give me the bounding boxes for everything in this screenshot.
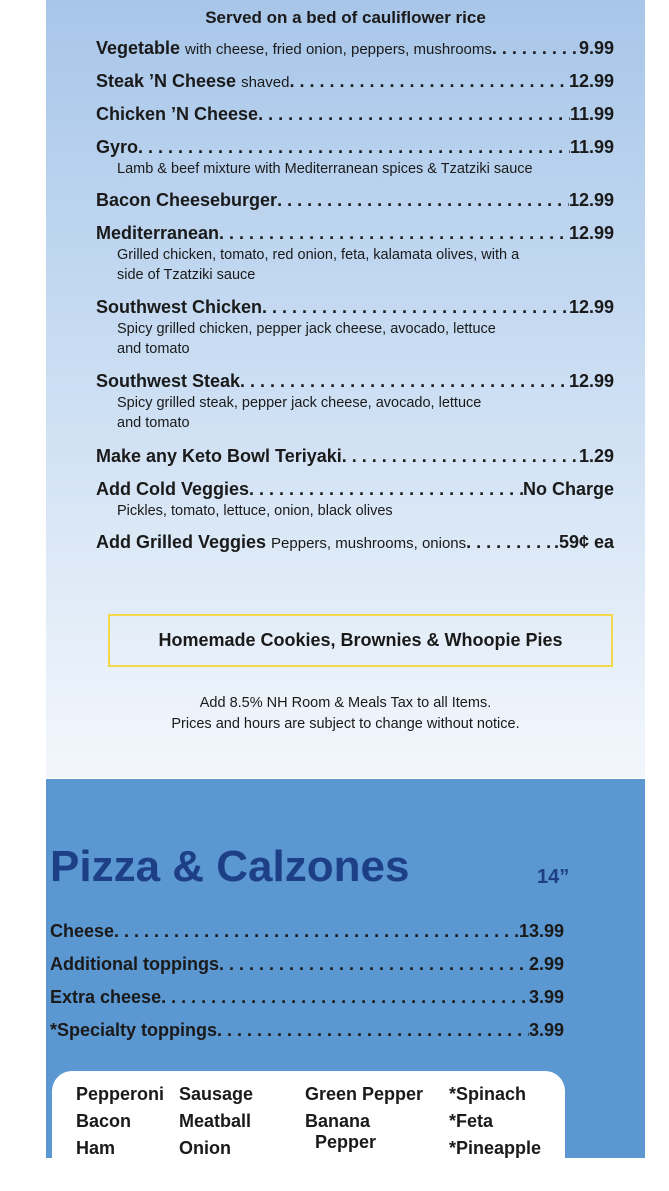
item-description: Grilled chicken, tomato, red onion, feta, kalamata olives, with a side of Tzatziki sauce [117,247,520,283]
menu-item [96,223,614,285]
item-description: Pickles, tomato, lettuce, onion, black olives [117,503,393,519]
topping-item: Bacon [76,1111,132,1131]
item-name: Bacon Cheeseburger [96,190,278,210]
menu-item [96,297,614,359]
item-price: 12.99 [568,223,614,243]
topping-item: Meatball [179,1111,252,1131]
toppings-column-2 [179,1083,253,1159]
item-price: 13.99 [518,921,564,941]
keto-subtitle: Served on a bed of cauliflower rice [205,8,486,27]
dot-leader [249,479,523,500]
item-name: Steak ’N Cheese [96,71,237,91]
toppings-column-4 [449,1083,541,1159]
keto-bowls-panel [46,0,645,778]
menu-item [96,71,614,92]
topping-item: Pepper [315,1132,377,1152]
dot-leader [161,987,529,1008]
pizza-size-label: 14” [537,866,570,888]
toppings-column-1 [76,1083,164,1159]
item-price: 11.99 [569,104,614,124]
dot-leader [342,446,579,467]
item-price: .59¢ ea [553,532,614,552]
item-description: Lamb & beef mixture with Mediterranean spices & Tzatziki sauce [117,161,533,177]
dot-leader [138,137,570,158]
tax-note: Add 8.5% NH Room & Meals Tax to all Items. [199,695,492,711]
item-name: Make any Keto Bowl Teriyaki [96,446,342,466]
item-price: 12.99 [568,190,614,210]
desserts-box: Homemade Cookies, Brownies & Whoopie Pies [108,614,613,667]
item-name: Cheese [50,921,115,941]
pizza-price-row [50,987,564,1008]
item-inline-desc: shaved [241,74,290,91]
pizza-price-row [50,921,564,942]
topping-item: Pepperoni [76,1084,165,1104]
item-price: 9.99 [578,38,614,58]
toppings-column-3 [305,1083,423,1152]
item-name: Add Cold Veggies [96,479,250,499]
item-name: Additional toppings [50,954,219,974]
dot-leader [466,532,554,553]
menu-item [96,190,614,211]
dot-leader [114,921,519,942]
item-name: Mediterranean [96,223,220,243]
item-price: 12.99 [568,297,614,317]
menu-item [96,104,614,125]
item-name: Southwest Chicken [96,297,263,317]
item-inline-desc: with cheese, fried onion, peppers, mushrooms [185,41,492,58]
dot-leader [258,104,570,125]
topping-item: *Feta [449,1111,494,1131]
item-name: Add Grilled Veggies [96,532,267,552]
item-price: 12.99 [568,371,614,391]
pizza-section-title: Pizza & Calzones [50,842,410,891]
topping-item: *Spinach [449,1084,527,1104]
dot-leader [217,1020,529,1041]
dot-leader [262,297,569,318]
price-change-note: Prices and hours are subject to change without notice. [171,716,520,732]
toppings-card [52,1071,565,1191]
topping-item: Green Pepper [305,1084,424,1104]
menu-item [96,446,614,467]
menu-item [96,371,614,433]
item-name: Vegetable [96,38,181,58]
topping-item: *Pineapple [449,1138,542,1158]
item-inline-desc: Peppers, mushrooms, onions [271,535,467,552]
menu-item [96,137,614,179]
item-name: Gyro [96,137,139,157]
item-name: Southwest Steak [96,371,241,391]
dot-leader [277,190,569,211]
topping-item: Banana [305,1111,371,1131]
pizza-price-row [50,954,564,975]
item-description: Spicy grilled steak, pepper jack cheese, avocado, lettuce and tomato [117,395,482,431]
item-price: 12.99 [568,71,614,91]
item-description: Spicy grilled chicken, pepper jack cheese, avocado, lettuce and tomato [117,321,496,357]
dot-leader [240,371,569,392]
item-price: 3.99 [528,1020,564,1040]
menu-item [96,38,614,59]
pizza-price-row [50,1020,564,1041]
item-name: Chicken ’N Cheese [96,104,259,124]
dot-leader [219,954,529,975]
item-name: Extra cheese [50,987,162,1007]
item-price: No Charge [522,479,614,499]
topping-item: Onion [179,1138,231,1158]
item-price: 2.99 [528,954,564,974]
item-price: 3.99 [528,987,564,1007]
dot-leader [492,38,579,59]
item-price: 11.99 [569,137,614,157]
item-price: 1.29 [578,446,614,466]
item-name: *Specialty toppings [50,1020,218,1040]
menu-item [96,479,614,521]
dot-leader [219,223,569,244]
menu-item [96,532,614,553]
dot-leader [289,71,569,92]
topping-item: Ham [76,1138,116,1158]
topping-item: Sausage [179,1084,254,1104]
